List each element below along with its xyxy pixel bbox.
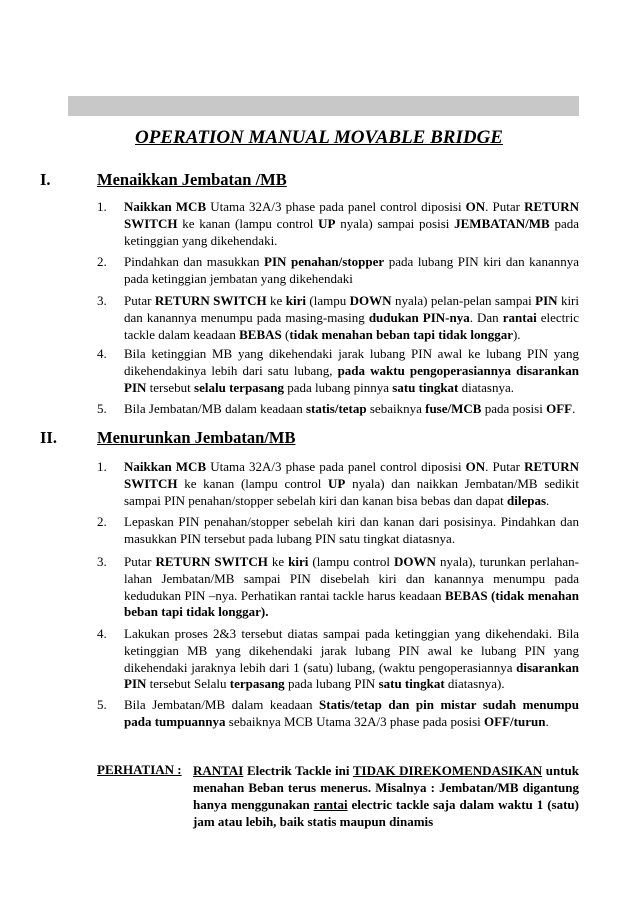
note-label (97, 762, 182, 778)
text-run: fuse/MCB (425, 401, 482, 416)
list-item-number: 4. (97, 346, 107, 361)
text-run: OFF/turun (484, 713, 546, 729)
list-item-text (124, 401, 579, 418)
list-item-text (124, 514, 579, 548)
text-run: untuk menahan Beban terus menerus. Misalnya : Jembatan/MB digantung hanya menggunakan (193, 763, 580, 812)
text-run: dudukan PIN-nya (368, 309, 470, 325)
text-run: Bila Jembatan/MB dalam keadaan (124, 697, 320, 712)
list-item-number: 4. (97, 626, 107, 641)
list-item-text (124, 626, 579, 693)
text-run: PIN (535, 293, 558, 308)
text-run: ke kanan (lampu control (177, 475, 329, 491)
list-item-text (124, 459, 579, 509)
text-run: PIN penahan/stopper (264, 254, 385, 269)
text-run: (lampu control (308, 554, 395, 569)
text-run: UP (328, 475, 346, 491)
list-item-number: 1. (97, 459, 107, 474)
text-run: Utama 32A/3 phase pada panel control diposisi (206, 199, 466, 214)
text-run: nyala) sampai posisi (335, 215, 455, 231)
text-run: Lepaskan PIN penahan/stopper sebelah kiri dan kanan dari posisinya. Pindahkan dan masukkan PIN tersebut pada lubang PIN satu tingkat diatasnya. (124, 514, 579, 546)
text-run: Utama 32A/3 phase pada panel control diposisi (206, 459, 466, 474)
list-item-number: 5. (97, 401, 107, 416)
text-run: OFF (546, 401, 573, 416)
text-run: sebaiknya MCB Utama 32A/3 phase pada posisi (225, 713, 485, 729)
text-run: tersebut (146, 379, 195, 395)
text-run: UP (318, 215, 336, 231)
text-run: Pindahkan dan masukkan (124, 254, 265, 269)
text-run: RETURN SWITCH (154, 293, 267, 308)
note-label-text: PERHATIAN : (97, 762, 182, 777)
text-run: disarankan PIN (124, 659, 579, 692)
text-run: kiri (288, 554, 309, 569)
list-item-number: 2. (97, 254, 107, 269)
text-run: ON (465, 459, 486, 474)
list-item-number: 1. (97, 199, 107, 214)
list-item-text (124, 554, 579, 621)
text-run: nyala) dan naikkan Jembatan/MB sedikit sampai PIN penahan/stopper sebelah kiri dan kanan bisa bebas dan dapat (124, 475, 579, 508)
text-run: Naikkan MCB (124, 459, 207, 474)
text-run: satu tingkat (392, 379, 459, 395)
text-run: RANTAI (193, 763, 244, 778)
text-run: Putar (124, 293, 155, 308)
list-item-text (124, 346, 579, 396)
list-item-number: 2. (97, 514, 107, 529)
list-item-text (124, 254, 579, 288)
text-run: RETURN SWITCH (124, 199, 579, 231)
list-item-text (124, 697, 579, 731)
text-run: kiri dan kanannya menumpu pada masing-masing (124, 293, 579, 325)
text-run: Electrik Tackle ini (243, 763, 353, 778)
text-run: DOWN (349, 293, 392, 308)
text-run: tidak menahan beban tapi tidak longgar (289, 326, 513, 342)
text-run: ke kanan (lampu control (177, 215, 319, 231)
text-run: Bila Jembatan/MB dalam keadaan (124, 401, 306, 416)
section-number: I. (40, 170, 51, 189)
text-run: electric tackle saja dalam waktu 1 (satu) jam atau lebih, baik statis maupun dinamis (193, 797, 579, 829)
text-run: RETURN SWITCH (124, 459, 579, 491)
text-run: BEBAS (tidak menahan beban tapi tidak longgar). (124, 587, 579, 620)
text-run: rantai (502, 309, 537, 325)
text-run: rantai (313, 797, 348, 812)
text-run: . Putar (485, 199, 525, 214)
text-run: ke (266, 293, 286, 308)
text-run: ON (465, 199, 486, 214)
text-run: ke (267, 554, 289, 569)
text-run: . (572, 401, 576, 416)
list-item-text (124, 293, 579, 343)
text-run: tersebut Selalu (146, 676, 230, 692)
text-run: . (545, 713, 549, 729)
text-run: . (546, 492, 550, 508)
text-run: . Putar (485, 459, 525, 474)
text-run: Lakukan proses 2&3 tersebut diatas sampai pada ketinggian yang dikehendaki. Bila ketinggian MB yang dikehendaki jarak lubang PIN awal ke lubang PIN yang dikehendaki jaraknya lebih dari 1 (satu) lubang, (waktu pengoperasiannya (124, 626, 579, 675)
text-run: . Dan (469, 309, 503, 325)
page-title: OPERATION MANUAL MOVABLE BRIDGE (135, 127, 503, 148)
text-run: selalu terpasang (194, 379, 284, 395)
text-run: Bila ketinggian MB yang dikehendaki jarak lubang PIN awal ke lubang PIN yang dikehendakinya lebih dari satu lubang, (124, 346, 579, 378)
list-item-number: 3. (97, 293, 107, 308)
list-item-text (124, 199, 579, 249)
list-item-number: 3. (97, 554, 107, 569)
text-run: nyala), turunkan perlahan-lahan Jembatan/MB sampai PIN disebelah kiri dan kanannya menumpu pada kedudukan PIN –nya. Perhatikan rantai tackle harus keadaan (124, 554, 579, 603)
text-run: Putar (124, 554, 156, 569)
section-title: Menaikkan Jembatan /MB (97, 170, 287, 189)
text-run: statis/tetap (305, 401, 367, 416)
text-run: pada lubang pinnya (283, 379, 393, 395)
text-run: DOWN (394, 554, 436, 569)
text-run: RETURN SWITCH (155, 554, 268, 569)
text-run: BEBAS (239, 326, 282, 342)
text-run: pada waktu pengoperasiannya disarankan PIN (124, 362, 579, 395)
text-run: pada lubang PIN kiri dan kanannya pada ketinggian jembatan yang dikehendaki (124, 254, 579, 286)
text-run: kiri (285, 293, 306, 308)
text-run: terpasang (229, 676, 285, 692)
header-bar (68, 96, 579, 116)
list-item-number: 5. (97, 697, 107, 712)
text-run: Naikkan MCB (124, 199, 207, 214)
text-run: (lampu (305, 293, 350, 308)
section-number: II. (40, 428, 57, 447)
text-run: pada posisi (481, 401, 547, 416)
text-run: TIDAK DIREKOMENDASIKAN (352, 763, 543, 778)
text-run: ( (281, 326, 290, 342)
text-run: electric tackle dalam keadaan (124, 309, 580, 342)
text-run: sebaiknya (366, 401, 426, 416)
text-run: JEMBATAN/MB (454, 215, 550, 231)
text-run: ). (512, 326, 521, 342)
text-run: pada lubang PIN (284, 676, 379, 692)
section-title: Menurunkan Jembatan/MB (97, 428, 296, 447)
text-run: pada ketinggian yang dikehendaki. (124, 215, 579, 248)
text-run: satu tingkat (378, 676, 445, 692)
text-run: nyala) pelan-pelan sampai (391, 293, 536, 308)
text-run: dilepas (507, 492, 547, 508)
text-run: diatasnya). (444, 676, 505, 692)
note-text (193, 762, 579, 830)
text-run: diatasnya. (458, 379, 514, 395)
text-run: Statis/tetap dan pin mistar sudah menumpu pada tumpuannya (124, 697, 579, 729)
